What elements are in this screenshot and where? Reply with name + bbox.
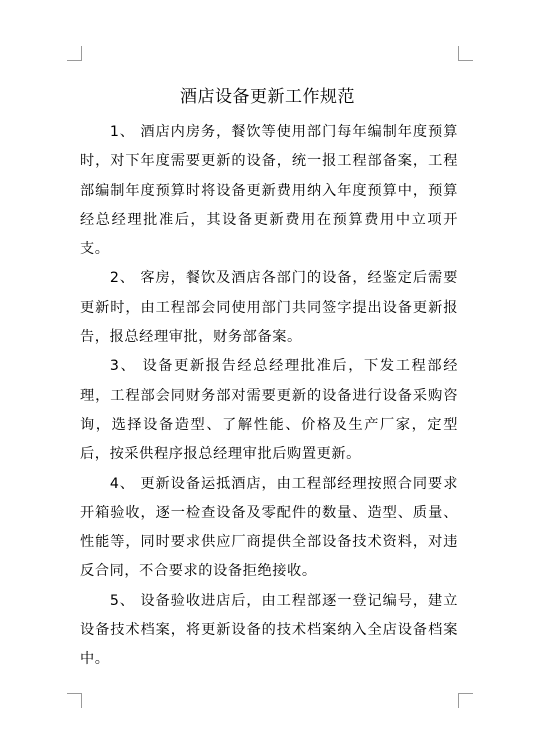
paragraph-1: 1、 酒店内房务，餐饮等使用部门每年编制年度预算时，对下年度需要更新的设备，统一报工程部备案，工程部编制年度预算时将设备更新费用纳入年度预算中，预算经总经理批准后，其设备更新费用在预算费用中立项开支。	[80, 124, 458, 258]
crop-mark-bottom-left	[67, 693, 82, 708]
paragraph-5: 5、 设备验收进店后，由工程部逐一登记编号，建立设备技术档案，将更新设备的技术档案纳入全店设备档案中。	[80, 592, 458, 668]
crop-mark-bottom-right	[458, 693, 473, 708]
crop-mark-top-left	[67, 46, 82, 61]
document-body	[80, 118, 458, 675]
paragraph-3: 3、 设备更新报告经总经理批准后，下发工程部经理，工程部会同财务部对需要更新的设备进行设备采购咨询，选择设备造型、了解性能、价格及生产厂家，定型后，按采供程序报总经理审批后购置更新。	[80, 358, 458, 463]
crop-mark-top-right	[458, 46, 473, 61]
paragraph-4: 4、 更新设备运抵酒店，由工程部经理按照合同要求开箱验收，逐一检查设备及零配件的数量、造型、质量、性能等，同时要求供应厂商提供全部设备技术资料，对违反合同，不合要求的设备拒绝接收。	[80, 475, 458, 580]
document-title: 酒店设备更新工作规范	[180, 87, 355, 107]
paragraph-2: 2、 客房，餐饮及酒店各部门的设备，经鉴定后需要更新时，由工程部会同使用部门共同签字提出设备更新报告，报总经理审批，财务部备案。	[80, 270, 458, 346]
